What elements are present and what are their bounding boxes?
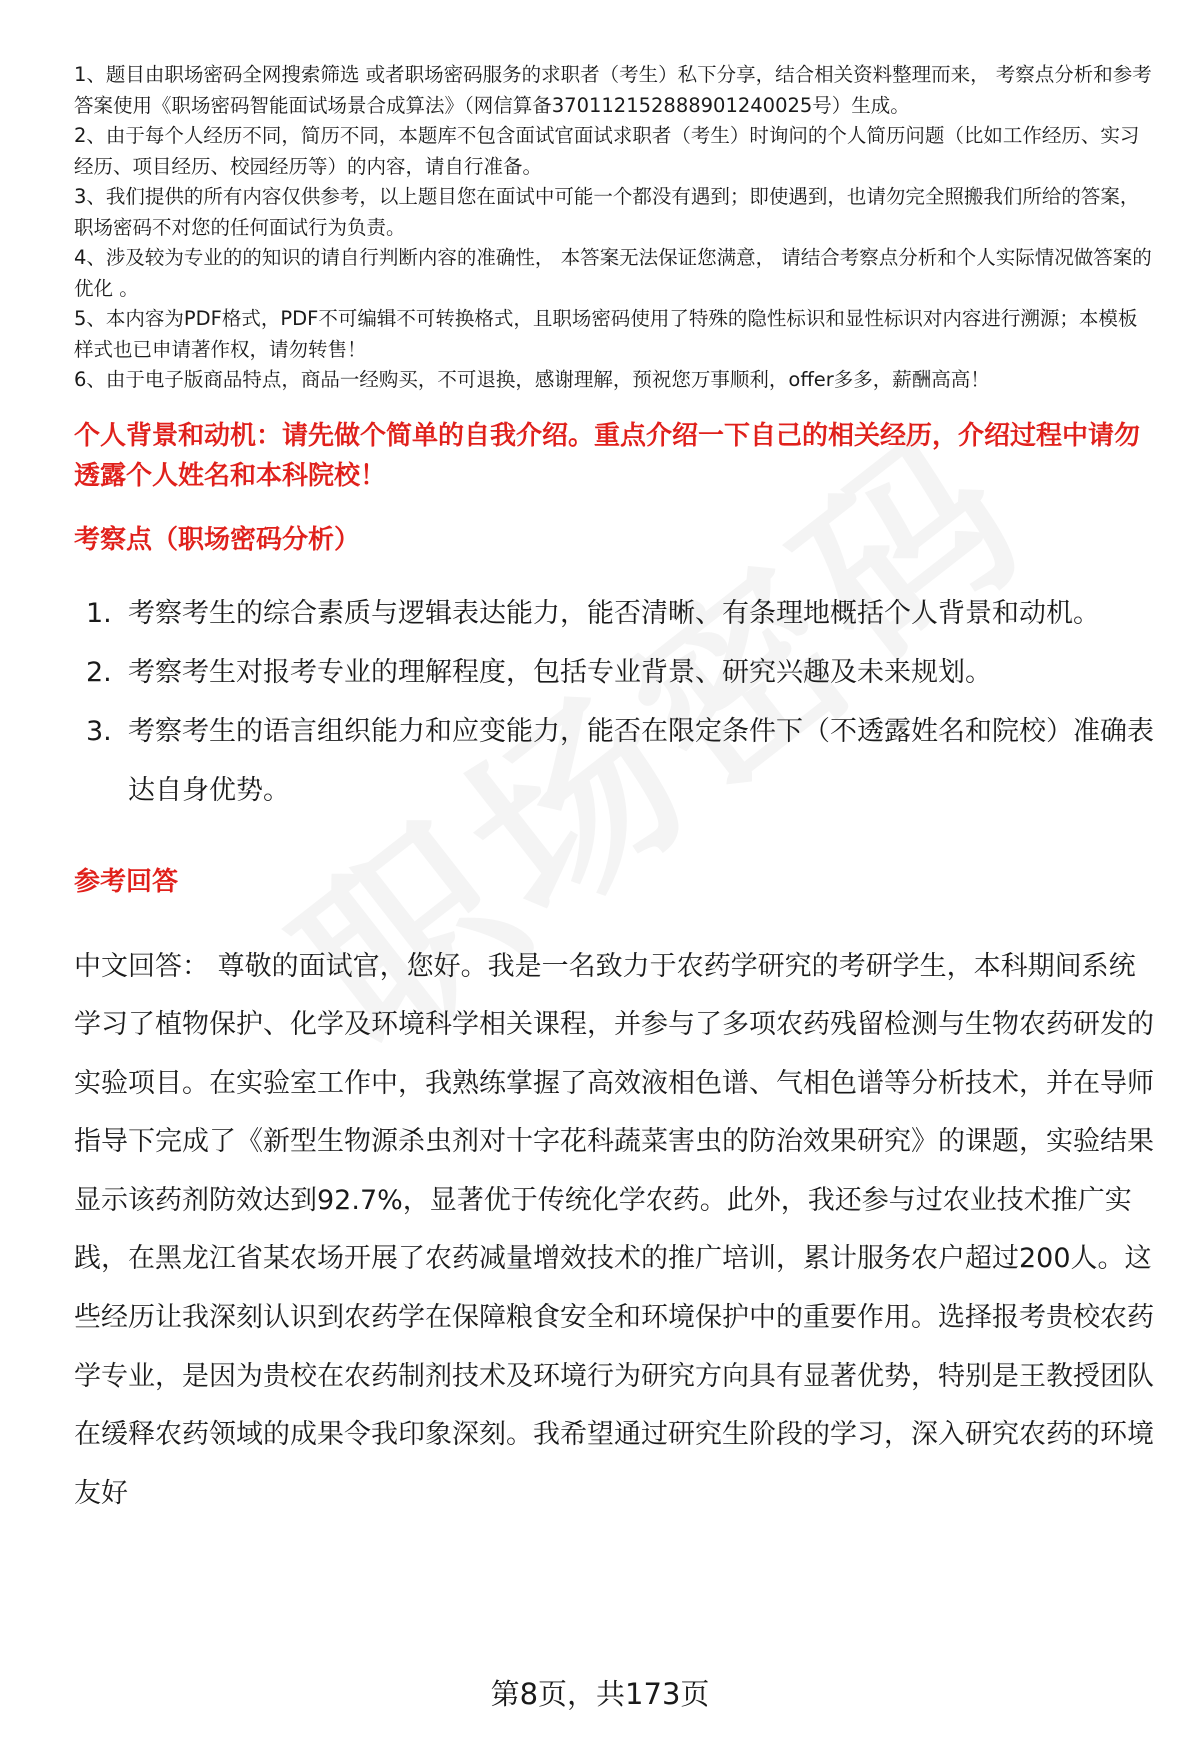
analysis-point [74, 643, 1154, 702]
question-heading: 个人背景和动机：请先做个简单的自我介绍。重点介绍一下自己的相关经历，介绍过程中请勿透露个人姓名和本科院校！ [74, 420, 1141, 491]
analysis-point [74, 584, 1154, 643]
disclaimer-notice [74, 60, 1154, 396]
notice-item: 5、本内容为PDF格式，PDF不可编辑不可转换格式，且职场密码使用了特殊的隐性标识和显性标识对内容进行溯源；本模板样式也已申请著作权，请勿转售！ [74, 307, 1138, 361]
point-number: 1. [86, 597, 112, 629]
notice-item: 1、题目由职场密码全网搜索筛选 或者职场密码服务的求职者（考生）私下分享，结合相关资料整理而来， 考察点分析和参考答案使用《职场密码智能面试场景合成算法》（网信算备370112152888901240025号）生成。 [74, 63, 1152, 117]
notice-item: 3、我们提供的所有内容仅供参考，以上题目您在面试中可能一个都没有遇到；即使遇到，也请勿完全照搬我们所给的答案，职场密码不对您的任何面试行为负责。 [74, 185, 1140, 239]
point-text: 考察考生的综合素质与逻辑表达能力，能否清晰、有条理地概括个人背景和动机。 [128, 597, 1100, 629]
page-content [74, 60, 1154, 1550]
notice-item: 2、由于每个人经历不同，简历不同，本题库不包含面试官面试求职者（考生）时询问的个人简历问题（比如工作经历、实习经历、项目经历、校园经历等）的内容，请自行准备。 [74, 124, 1140, 178]
reference-answer-heading: 参考回答 [74, 866, 179, 897]
analysis-point [74, 702, 1154, 820]
point-number: 3. [86, 715, 112, 747]
point-number: 2. [86, 656, 112, 688]
point-text: 考察考生的语言组织能力和应变能力，能否在限定条件下（不透露姓名和院校）准确表达自身优势。 [128, 715, 1154, 806]
reference-answer-text: 中文回答： 尊敬的面试官，您好。我是一名致力于农药学研究的考研学生，本科期间系统学习了植物保护、化学及环境科学相关课程，并参与了多项农药残留检测与生物农药研发的实验项目。在实验室工作中，我熟练掌握了高效液相色谱、气相色谱等分析技术，并在导师指导下完成了《新型生物源杀虫剂对十字花科蔬菜害虫的防治效果研究》的课题，实验结果显示该药剂防效达到92.7%，显著优于传统化学农药。此外，我还参与过农业技术推广实践，在黑龙江省某农场开展了农药减量增效技术的推广培训，累计服务农户超过200人。这些经历让我深刻认识到农药学在保障粮食安全和环境保护中的重要作用。选择报考贵校农药学专业，是因为贵校在农药制剂技术及环境行为研究方向具有显著优势，特别是王教授团队在缓释农药领域的成果令我印象深刻。我希望通过研究生阶段的学习，深入研究农药的环境友好 [74, 950, 1154, 1509]
notice-item: 6、由于电子版商品特点，商品一经购买，不可退换，感谢理解，预祝您万事顺利，offer多多，薪酬高高！ [74, 368, 990, 391]
point-text: 考察考生对报考专业的理解程度，包括专业背景、研究兴趣及未来规划。 [128, 656, 992, 688]
notice-item: 4、涉及较为专业的的知识的请自行判断内容的准确性， 本答案无法保证您满意， 请结合考察点分析和个人实际情况做答案的优化 。 [74, 246, 1152, 300]
page-number-footer: 第8页，共173页 [490, 1677, 710, 1711]
analysis-points-list [74, 584, 1154, 820]
analysis-heading: 考察点（职场密码分析） [74, 524, 361, 555]
